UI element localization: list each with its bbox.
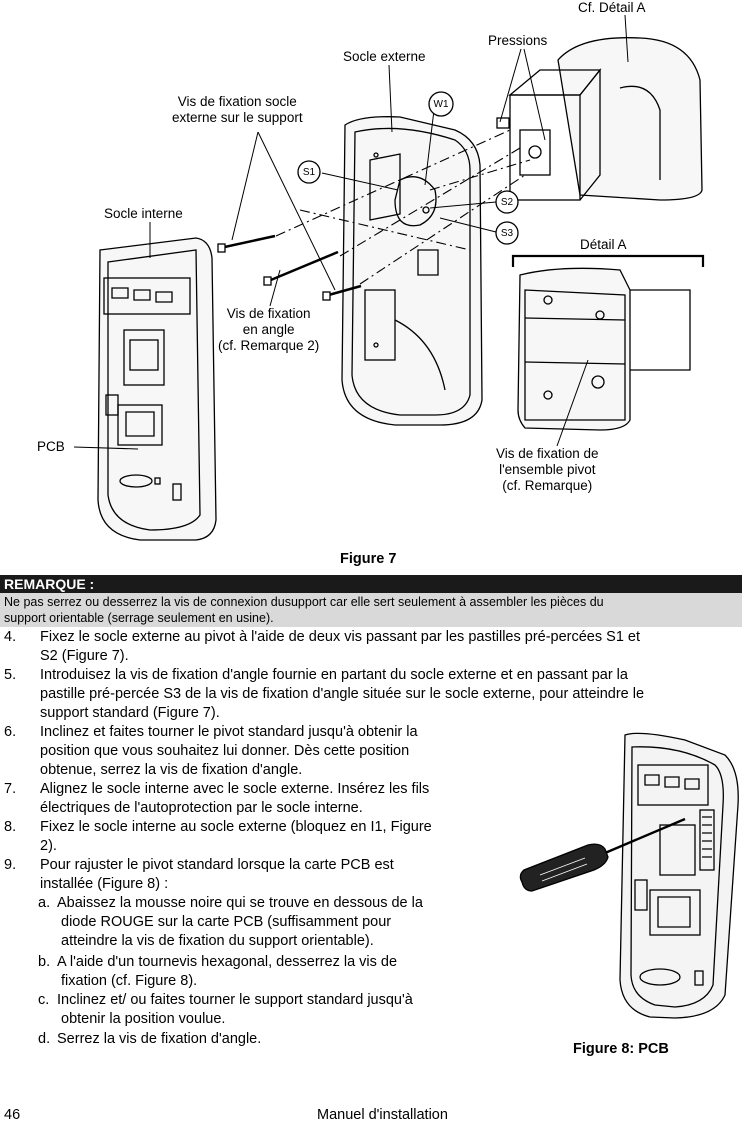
step-text [40, 780, 429, 818]
label-line: Vis de fixation socle [177, 94, 297, 109]
label-vis-fixation-angle [218, 306, 319, 354]
label-line: Vis de fixation [226, 306, 311, 321]
substep-line: Serrez la vis de fixation d'angle. [57, 1031, 262, 1047]
figure-8 [510, 725, 742, 1035]
figure-7-caption: Figure 7 [340, 551, 397, 567]
footer-title: Manuel d'installation [317, 1107, 448, 1123]
step-line: obtenue, serrez la vis de fixation d'angle. [40, 762, 303, 778]
step-number: 7. [4, 781, 17, 797]
label-line: (cf. Remarque) [502, 478, 593, 493]
callout-s2: S2 [500, 197, 514, 208]
step-text [40, 666, 644, 723]
pivot-drawing [497, 38, 702, 200]
detail-a-drawing [513, 256, 703, 430]
step-number: 9. [4, 857, 17, 873]
step-text [40, 818, 432, 856]
step-number: 4. [4, 629, 17, 645]
substep-letter: a. [38, 895, 51, 911]
label-line: en angle [242, 322, 295, 337]
step-line: électriques de l'autoprotection par le socle interne. [40, 800, 363, 816]
outer-base-drawing [342, 117, 482, 425]
substep-line: fixation (cf. Figure 8). [61, 973, 198, 989]
step-line: installée (Figure 8) : [40, 876, 169, 892]
substep-line: Abaissez la mousse noire qui se trouve en dessous de la [57, 895, 423, 911]
remark-line: Ne pas serrez ou desserrez la vis de connexion dusupport car elle sert seulement à assembler les pièces du [4, 595, 604, 609]
label-line: l'ensemble pivot [499, 462, 596, 477]
substep-line: obtenir la position voulue. [61, 1011, 226, 1027]
substep-text [57, 953, 398, 991]
figure-8-illustration [510, 725, 742, 1035]
label-socle-externe: Socle externe [343, 49, 426, 64]
substep-text [57, 894, 423, 951]
label-pcb: PCB [37, 439, 65, 454]
label-cf-detail-a: Cf. Détail A [578, 0, 646, 15]
label-socle-interne: Socle interne [104, 206, 183, 221]
remark-line: support orientable (serrage seulement en usine). [4, 611, 274, 625]
label-detail-a: Détail A [580, 237, 627, 252]
callout-s1: S1 [302, 167, 316, 178]
label-vis-fixation-pivot [496, 446, 599, 494]
screws-drawing [218, 236, 361, 300]
substep-text [57, 991, 413, 1029]
step-number: 6. [4, 724, 17, 740]
substep-line: atteindre la vis de fixation du support orientable). [61, 933, 374, 949]
step-line: 2). [40, 838, 57, 854]
step-line: position que vous souhaitez lui donner. Dès cette position [40, 743, 410, 759]
substep-letter: d. [38, 1031, 51, 1047]
page-number: 46 [4, 1107, 21, 1123]
step-number: 5. [4, 667, 17, 683]
step-line: Fixez le socle externe au pivot à l'aide de deux vis passant par les pastilles pré-percées S1 et [40, 629, 641, 645]
figure-7-illustration [0, 0, 742, 545]
substep-letter: c. [38, 992, 50, 1008]
substep-letter: b. [38, 954, 51, 970]
label-line: externe sur le support [172, 110, 303, 125]
substep-line: diode ROUGE sur la carte PCB (suffisamment pour [61, 914, 392, 930]
substep-line: A l'aide d'un tournevis hexagonal, desserrez la vis de [57, 954, 398, 970]
callout-s3: S3 [500, 228, 514, 239]
label-line: Vis de fixation de [496, 446, 599, 461]
step-line: Introduisez la vis de fixation d'angle fournie en partant du socle externe et en passant par la [40, 667, 628, 683]
step-text [40, 628, 640, 666]
remark-heading: REMARQUE : [0, 575, 742, 593]
remark-text [0, 593, 742, 627]
substep-text [57, 1030, 262, 1049]
inner-base-drawing [98, 238, 216, 540]
label-pressions: Pressions [488, 33, 548, 48]
callout-w1: W1 [433, 99, 449, 110]
step-line: pastille pré-percée S3 de la vis de fixation d'angle située sur le socle externe, pour atteindre le [40, 686, 645, 702]
figure-7 [0, 0, 742, 545]
substep-line: Inclinez et/ ou faites tourner le support standard jusqu'à [57, 992, 413, 1008]
step-text [40, 856, 394, 894]
figure-8-caption: Figure 8: PCB [573, 1041, 669, 1057]
step-line: S2 (Figure 7). [40, 648, 129, 664]
step-text [40, 723, 418, 780]
label-line: (cf. Remarque 2) [218, 338, 320, 353]
step-line: Fixez le socle interne au socle externe (bloquez en I1, Figure [40, 819, 432, 835]
step-line: Inclinez et faites tourner le pivot standard jusqu'à obtenir la [40, 724, 418, 740]
step-line: Pour rajuster le pivot standard lorsque la carte PCB est [40, 857, 394, 873]
step-number: 8. [4, 819, 17, 835]
step-line: Alignez le socle interne avec le socle externe. Insérez les fils [40, 781, 430, 797]
step-line: support standard (Figure 7). [40, 705, 220, 721]
label-vis-fixation-socle [172, 94, 303, 126]
